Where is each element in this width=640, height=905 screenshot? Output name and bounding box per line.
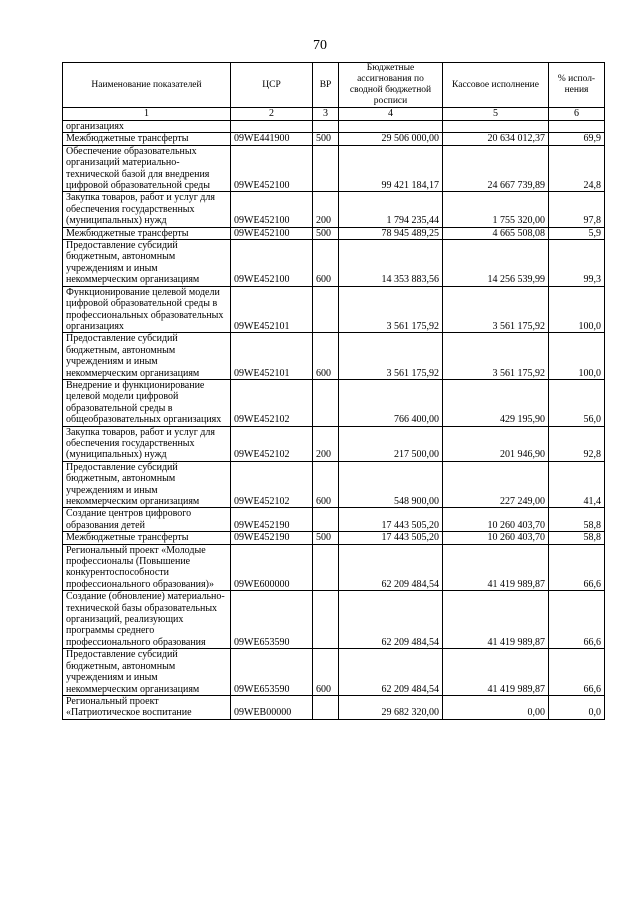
row-budget: 17 443 505,20 [339,508,443,532]
row-budget: 217 500,00 [339,426,443,461]
row-percent: 66,6 [549,544,605,591]
row-csr: 09WE452100 [231,145,313,192]
column-number: 1 [63,108,231,121]
header-row [63,63,605,108]
row-percent: 92,8 [549,426,605,461]
row-percent: 58,8 [549,508,605,532]
row-name: Внедрение и функционирование целевой модели цифровой образовательной среды в общеобразовательных организациях [63,379,231,426]
row-vr [313,379,339,426]
row-budget: 14 353 883,56 [339,240,443,287]
table-row [63,333,605,380]
row-percent: 58,8 [549,532,605,544]
row-vr: 600 [313,333,339,380]
row-csr: 09WE452101 [231,286,313,333]
row-vr: 600 [313,240,339,287]
column-number: 6 [549,108,605,121]
row-percent: 99,3 [549,240,605,287]
row-budget: 78 945 489,25 [339,227,443,239]
header-cash: Кассовое исполнение [443,63,549,108]
column-number: 5 [443,108,549,121]
table-row [63,133,605,145]
row-budget [339,121,443,133]
row-vr: 600 [313,649,339,696]
row-budget: 62 209 484,54 [339,544,443,591]
row-cash [443,121,549,133]
row-csr: 09WE452100 [231,227,313,239]
row-vr: 500 [313,133,339,145]
row-name: Закупка товаров, работ и услуг для обеспечения государственных (муниципальных) нужд [63,192,231,227]
row-name: Межбюджетные трансферты [63,133,231,145]
table-row [63,461,605,508]
row-budget: 548 900,00 [339,461,443,508]
table-row [63,544,605,591]
row-name: Создание центров цифрового образования детей [63,508,231,532]
table-row [63,145,605,192]
row-name: Межбюджетные трансферты [63,532,231,544]
row-cash: 41 419 989,87 [443,649,549,696]
row-vr [313,695,339,719]
row-name: Обеспечение образовательных организаций материально-технической базой для внедрения цифровой образовательной среды [63,145,231,192]
header-percent: % испол-нения [549,63,605,108]
row-vr: 200 [313,426,339,461]
row-csr: 09WEB00000 [231,695,313,719]
row-percent: 100,0 [549,333,605,380]
row-name: Межбюджетные трансферты [63,227,231,239]
row-percent [549,121,605,133]
row-csr: 09WE452102 [231,461,313,508]
row-vr: 500 [313,532,339,544]
row-csr [231,121,313,133]
row-cash: 20 634 012,37 [443,133,549,145]
row-budget: 1 794 235,44 [339,192,443,227]
row-csr: 09WE600000 [231,544,313,591]
row-csr: 09WE653590 [231,591,313,649]
column-number-row [63,108,605,121]
row-name: Закупка товаров, работ и услуг для обеспечения государственных (муниципальных) нужд [63,426,231,461]
table-row [63,649,605,696]
budget-table [62,62,605,720]
row-vr [313,121,339,133]
header-vr: ВР [313,63,339,108]
row-vr [313,508,339,532]
row-budget: 3 561 175,92 [339,333,443,380]
row-cash: 227 249,00 [443,461,549,508]
column-number: 2 [231,108,313,121]
table-row [63,591,605,649]
row-name: Региональный проект «Молодые профессионалы (Повышение конкурентоспособности профессионального образования)» [63,544,231,591]
row-cash: 10 260 403,70 [443,532,549,544]
row-name: Предоставление субсидий бюджетным, автономным учреждениям и иным некоммерческим организациям [63,333,231,380]
page-number: 70 [313,38,327,53]
row-vr [313,591,339,649]
row-percent: 24,8 [549,145,605,192]
row-name: Предоставление субсидий бюджетным, автономным учреждениям и иным некоммерческим организациям [63,649,231,696]
row-percent: 56,0 [549,379,605,426]
table-row [63,379,605,426]
row-csr: 09WE452190 [231,532,313,544]
row-vr [313,544,339,591]
row-cash: 4 665 508,08 [443,227,549,239]
row-name: Функционирование целевой модели цифровой образовательной среды в профессиональных образовательных организациях [63,286,231,333]
row-percent: 41,4 [549,461,605,508]
row-budget: 29 506 000,00 [339,133,443,145]
row-csr: 09WE452102 [231,426,313,461]
row-budget: 99 421 184,17 [339,145,443,192]
row-cash: 201 946,90 [443,426,549,461]
row-csr: 09WE653590 [231,649,313,696]
row-cash: 1 755 320,00 [443,192,549,227]
row-percent: 0,0 [549,695,605,719]
row-cash: 10 260 403,70 [443,508,549,532]
row-cash: 14 256 539,99 [443,240,549,287]
row-csr: 09WE452100 [231,240,313,287]
row-percent: 66,6 [549,591,605,649]
row-vr [313,145,339,192]
column-number: 3 [313,108,339,121]
row-budget: 17 443 505,20 [339,532,443,544]
row-vr: 200 [313,192,339,227]
row-cash: 41 419 989,87 [443,591,549,649]
header-budget: Бюджетные ассигнования по сводной бюджетной росписи [339,63,443,108]
row-cash: 429 195,90 [443,379,549,426]
row-cash: 41 419 989,87 [443,544,549,591]
row-cash: 24 667 739,89 [443,145,549,192]
row-vr: 600 [313,461,339,508]
row-csr: 09WE452102 [231,379,313,426]
row-cash: 3 561 175,92 [443,286,549,333]
row-budget: 62 209 484,54 [339,649,443,696]
table-row [63,286,605,333]
row-budget: 766 400,00 [339,379,443,426]
table-row [63,192,605,227]
row-vr [313,286,339,333]
row-name: Предоставление субсидий бюджетным, автономным учреждениям и иным некоммерческим организациям [63,240,231,287]
column-number: 4 [339,108,443,121]
header-csr: ЦСР [231,63,313,108]
row-csr: 09WE452101 [231,333,313,380]
row-name: Создание (обновление) материально-технической базы образовательных организаций, реализующих программы среднего профессионального образования [63,591,231,649]
row-csr: 09WE441900 [231,133,313,145]
row-name: Региональный проект «Патриотическое воспитание [63,695,231,719]
table-row [63,121,605,133]
table-row [63,508,605,532]
table-row [63,695,605,719]
row-csr: 09WE452100 [231,192,313,227]
row-budget: 3 561 175,92 [339,286,443,333]
row-name: организациях [63,121,231,133]
table-row [63,227,605,239]
row-name: Предоставление субсидий бюджетным, автономным учреждениям и иным некоммерческим организациям [63,461,231,508]
header-name: Наименование показателей [63,63,231,108]
row-percent: 66,6 [549,649,605,696]
row-percent: 97,8 [549,192,605,227]
row-percent: 69,9 [549,133,605,145]
table-row [63,532,605,544]
row-percent: 5,9 [549,227,605,239]
table-body [63,121,605,720]
row-percent: 100,0 [549,286,605,333]
row-cash: 0,00 [443,695,549,719]
table-row [63,240,605,287]
row-budget: 29 682 320,00 [339,695,443,719]
row-cash: 3 561 175,92 [443,333,549,380]
row-budget: 62 209 484,54 [339,591,443,649]
table-row [63,426,605,461]
row-vr: 500 [313,227,339,239]
row-csr: 09WE452190 [231,508,313,532]
